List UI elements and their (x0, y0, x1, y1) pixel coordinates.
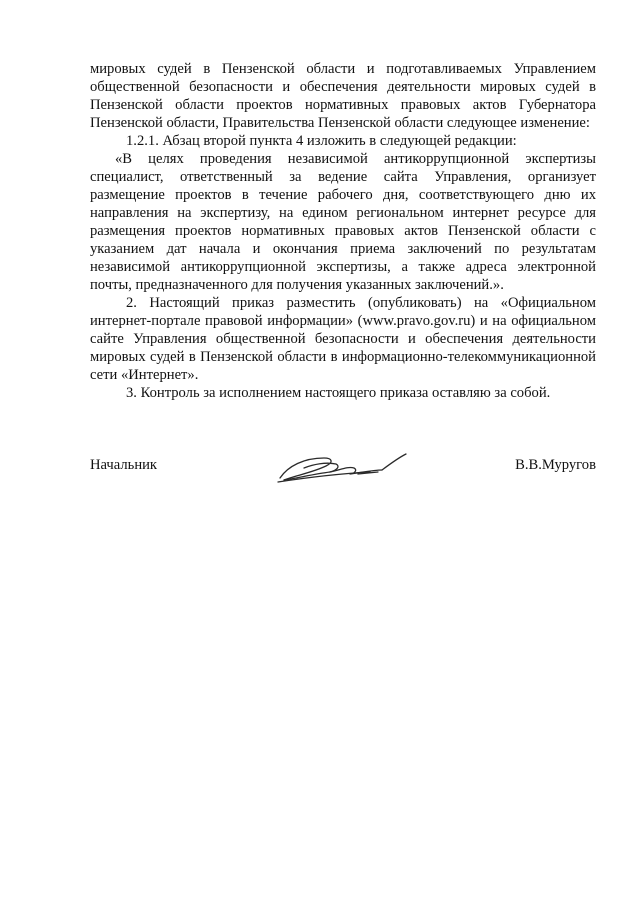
signatory-name: В.В.Муругов (515, 457, 596, 473)
signature-block (90, 448, 596, 488)
paragraph-intro-continuation: мировых судей в Пензенской области и подготавливаемых Управлением общественной безопасности и обеспечения деятельности мировых судей в Пензенской области проектов нормативных правовых актов Губернатора Пензенской области, Правительства Пензенской области следующее изменение: (90, 61, 596, 131)
paragraph-item-3: 3. Контроль за исполнением настоящего приказа оставляю за собой. (126, 385, 551, 401)
paragraph-item-2: 2. Настоящий приказ разместить (опубликовать) на «Официальном интернет-портале правовой информации» (www.pravo.gov.ru) и на официальном сайте Управления общественной безопасности и обеспечения деятельности мировых судей в Пензенской области в информационно-телекоммуникационной сети «Интернет». (90, 295, 596, 383)
document-body (90, 60, 596, 402)
paragraph-quoted-amendment: «В целях проведения независимой антикоррупционной экспертизы специалист, ответственный за ведение сайта Управления, организует размещение проектов в течение рабочего дня, соответствующего дню их направления на экспертизу, на едином региональном интернет ресурсе для размещения проектов нормативных правовых актов Пензенской области с указанием дат начала и окончания приема заключений по результатам независимой антикоррупционной экспертизы, а также адреса электронной почты, предназначенного для получения указанных заключений.». (90, 151, 596, 293)
signatory-title: Начальник (90, 457, 158, 473)
handwritten-signature (274, 448, 424, 488)
paragraph-item-1-2-1: 1.2.1. Абзац второй пункта 4 изложить в следующей редакции: (126, 133, 517, 149)
